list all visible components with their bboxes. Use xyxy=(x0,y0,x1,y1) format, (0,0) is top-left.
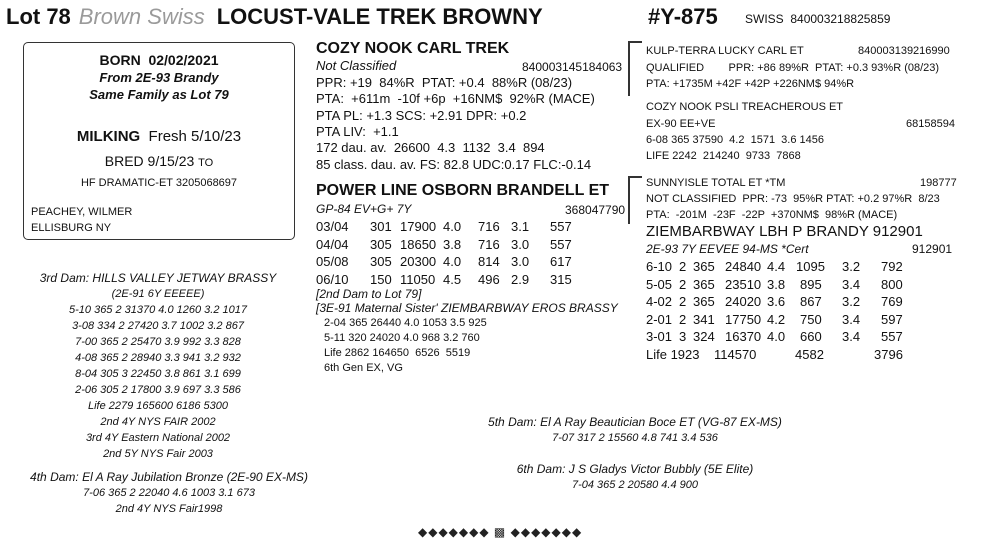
table-cell: 4-02 xyxy=(646,294,673,309)
table-row xyxy=(316,253,616,271)
dam-class: 2E-93 7Y EEVEE 94-MS *Cert xyxy=(646,242,809,256)
sire-dam-record: 6-08 365 37590 4.2 1571 3.6 1456 xyxy=(646,134,824,146)
bracket-line xyxy=(628,41,642,43)
catalog-header xyxy=(6,4,543,30)
bracket-line xyxy=(628,176,642,178)
third-dam-title: 3rd Dam: HILLS VALLEY JETWAY BRASSY xyxy=(39,271,277,285)
table-cell: 2 xyxy=(679,259,687,274)
dam-sire-line: PTA: -201M -23F -22P +370NM$ 98%R (MACE) xyxy=(646,209,898,221)
table-cell: 597 xyxy=(881,311,903,327)
table-cell: 660 xyxy=(800,329,822,344)
mgs-class: GP-84 EV+G+ 7Y xyxy=(316,202,412,216)
table-cell: 557 xyxy=(550,236,572,252)
third-dam-line: 2nd 4Y NYS FAIR 2002 xyxy=(100,416,216,428)
sixth-dam-title: 6th Dam: J S Gladys Victor Bubbly (5E Elite) xyxy=(516,462,754,476)
table-cell: 6-10 xyxy=(646,259,673,274)
table-cell: 2-01 xyxy=(646,311,673,327)
table-cell: 3 xyxy=(679,329,687,344)
milking-status xyxy=(23,128,295,146)
table-cell: 5-05 xyxy=(646,276,673,292)
sister-record: 6th Gen EX, VG xyxy=(324,362,403,374)
bracket-line xyxy=(628,41,630,96)
table-cell: 867 xyxy=(800,294,822,309)
dam-sire-line: NOT CLASSIFIED PPR: -73 95%R PTAT: +0.2 97%R 8/23 xyxy=(646,193,940,205)
third-dam-line: 8-04 305 3 22450 3.8 861 3.1 699 xyxy=(75,368,241,380)
table-cell: 3-01 xyxy=(646,329,673,344)
table-row xyxy=(646,293,946,311)
third-dam-line: 4-08 365 2 28940 3.3 941 3.2 932 xyxy=(75,352,241,364)
table-cell: 2 xyxy=(679,276,687,292)
table-cell: 11050 xyxy=(400,271,436,287)
born-date: BORN 02/02/2021 xyxy=(99,52,219,68)
table-cell: 2 xyxy=(679,311,687,327)
table-cell: 315 xyxy=(550,271,572,287)
table-row xyxy=(646,258,946,276)
table-cell: 4.0 xyxy=(767,329,786,344)
table-cell: 496 xyxy=(478,271,500,287)
mgs-reg: 368047790 xyxy=(565,203,626,217)
table-cell: Life 1923 xyxy=(646,346,700,362)
table-cell: 716 xyxy=(478,219,500,234)
table-cell: 800 xyxy=(881,276,903,292)
table-cell: 3.1 xyxy=(511,219,530,234)
animal-name: LOCUST-VALE TREK BROWNY xyxy=(216,4,543,29)
table-cell: 305 xyxy=(370,254,392,269)
table-cell: 3.4 xyxy=(842,329,861,344)
third-dam-line: 2-06 305 2 17800 3.9 697 3.3 586 xyxy=(75,384,241,396)
table-cell: 365 xyxy=(693,259,715,274)
table-row xyxy=(646,328,946,346)
registration-number: SWISS 840003218825859 xyxy=(745,12,891,26)
table-cell: 3.4 xyxy=(842,311,861,327)
sister-record: 2-04 365 26440 4.0 1053 3.5 925 xyxy=(324,317,487,329)
table-cell: 365 xyxy=(693,294,715,309)
table-cell: 4582 xyxy=(795,346,824,362)
fifth-dam-block xyxy=(480,414,790,446)
table-cell: 23510 xyxy=(725,276,762,292)
table-cell: 3.0 xyxy=(511,254,530,269)
table-cell: 769 xyxy=(881,294,903,309)
fourth-dam-line: 7-06 365 2 22040 4.6 1003 3.1 673 xyxy=(83,487,255,499)
table-cell: 895 xyxy=(800,276,822,292)
dam-reg: 912901 xyxy=(912,242,953,256)
animal-id: #Y-875 xyxy=(648,4,718,29)
mgs-note: [3E-91 Maternal Sister' ZIEMBARBWAY EROS BRASSY xyxy=(316,301,618,315)
mgs-name: POWER LINE OSBORN BRANDELL ET xyxy=(316,182,610,199)
table-cell: 750 xyxy=(800,311,822,327)
table-row xyxy=(646,276,946,294)
table-row xyxy=(316,218,616,236)
table-cell: 20300 xyxy=(400,254,437,269)
lot-number: Lot 78 xyxy=(6,4,71,29)
from-dam: From 2E-93 Brandy xyxy=(99,70,219,85)
table-cell: 150 xyxy=(370,271,392,287)
third-dam-line: Life 2279 165600 6186 5300 xyxy=(87,400,229,412)
table-cell: 557 xyxy=(550,219,572,234)
dam-sire-name: SUNNYISLE TOTAL ET *TM xyxy=(646,177,786,189)
table-cell: 04/04 xyxy=(316,236,349,252)
sire-stat-line: PTA: +611m -10f +6p +16NM$ 92%R (MACE) xyxy=(316,91,595,107)
table-cell: 05/08 xyxy=(316,254,349,269)
third-dam-line: 3rd 4Y Eastern National 2002 xyxy=(85,432,231,444)
sixth-dam-block xyxy=(480,461,790,493)
table-cell: 716 xyxy=(478,236,500,252)
sire-dam-reg: 68158594 xyxy=(906,118,955,130)
third-dam-line: 7-00 365 2 25470 3.9 992 3.3 828 xyxy=(75,336,241,348)
breed-label: Brown Swiss xyxy=(78,4,205,29)
sixth-dam-line: 7-04 365 2 20580 4.4 900 xyxy=(571,479,698,491)
sire-sire-reg: 840003139216990 xyxy=(858,45,950,57)
table-cell: 617 xyxy=(550,254,572,269)
sire-name: COZY NOOK CARL TREK xyxy=(316,40,510,57)
table-cell: 18650 xyxy=(400,236,437,252)
table-cell: 17900 xyxy=(400,219,437,234)
sire-reg: 840003145184063 xyxy=(522,60,623,74)
sire-sire-line: QUALIFIED PPR: +86 89%R PTAT: +0.3 93%R (08/23) xyxy=(646,62,940,74)
milking-label: MILKING xyxy=(76,128,141,145)
table-cell: 4.5 xyxy=(443,271,462,287)
sire-dam-life: LIFE 2242 214240 9733 7868 xyxy=(646,150,801,162)
sire-sire-line: PTA: +1735M +42F +42P +226NM$ 94%R xyxy=(646,78,855,90)
third-dam-line: 3-08 334 2 27420 3.7 1002 3.2 867 xyxy=(72,320,244,332)
table-cell: 17750 xyxy=(725,311,762,327)
table-cell: 4.4 xyxy=(767,259,786,274)
table-cell: 2.9 xyxy=(511,271,530,287)
sire-stat-line: PTA LIV: +1.1 xyxy=(316,123,399,139)
table-cell: 3.2 xyxy=(842,259,861,274)
consignor-name: PEACHEY, WILMER xyxy=(31,206,133,218)
dam-records-table xyxy=(646,258,946,363)
table-cell: 301 xyxy=(370,219,392,234)
sire-stat-line: PPR: +19 84%R PTAT: +0.4 88%R (08/23) xyxy=(316,75,573,90)
sire-sire-name: KULP-TERRA LUCKY CARL ET xyxy=(646,45,804,57)
bred-to-label: TO xyxy=(198,157,214,169)
table-cell: 3.6 xyxy=(767,294,786,309)
dam-name: ZIEMBARBWAY LBH P BRANDY 912901 xyxy=(646,223,923,240)
table-cell: 1095 xyxy=(796,259,825,274)
table-cell: 792 xyxy=(881,259,903,274)
consignor-location: ELLISBURG NY xyxy=(31,222,112,234)
table-row xyxy=(646,311,946,329)
table-cell: 341 xyxy=(693,311,715,327)
table-cell: 4.2 xyxy=(767,311,786,327)
table-cell: 3796 xyxy=(874,346,903,362)
bred-sire: HF DRAMATIC-ET 3205068697 xyxy=(80,177,238,189)
table-row xyxy=(646,346,946,364)
table-cell: 557 xyxy=(881,329,903,344)
dam-sire-reg: 198777 xyxy=(920,177,957,189)
table-cell: 365 xyxy=(693,276,715,292)
table-cell: 4.0 xyxy=(443,254,462,269)
table-cell: 814 xyxy=(478,254,500,269)
sire-dam-class: EX-90 EE+VE xyxy=(646,118,716,130)
sister-record: Life 2862 164650 6526 5519 xyxy=(324,347,471,359)
bred-label: BRED 9/15/23 xyxy=(104,153,195,169)
mgs-records-table xyxy=(316,218,616,288)
sire-stat-line: 85 class. dau. av. FS: 82.8 UDC:0.17 FLC:-0.14 xyxy=(316,156,592,172)
table-cell: 2 xyxy=(679,294,687,309)
table-cell: 4.0 xyxy=(443,219,462,234)
third-dam-class: (2E-91 6Y EEEEE) xyxy=(111,288,205,300)
table-cell: 324 xyxy=(693,329,715,344)
table-cell: 06/10 xyxy=(316,271,349,287)
sister-record: 5-11 320 24020 4.0 968 3.2 760 xyxy=(324,332,480,344)
table-cell: 305 xyxy=(370,236,392,252)
table-row xyxy=(316,236,616,254)
table-cell: 3.2 xyxy=(842,294,861,309)
bred-status xyxy=(23,153,295,172)
bracket-line xyxy=(628,176,630,224)
fourth-dam-title: 4th Dam: El A Ray Jubilation Bronze (2E-90 EX-MS) xyxy=(30,470,308,484)
footer-ornament: ◆◆◆◆◆◆◆ ▩ ◆◆◆◆◆◆◆ xyxy=(418,525,583,539)
milking-value: Fresh 5/10/23 xyxy=(148,128,242,145)
table-row xyxy=(316,271,616,289)
table-cell: 03/04 xyxy=(316,219,349,234)
family-note: Same Family as Lot 79 xyxy=(89,87,229,102)
table-cell: 24020 xyxy=(725,294,762,309)
table-cell: 16370 xyxy=(725,329,762,344)
sire-dam-name: COZY NOOK PSLI TREACHEROUS ET xyxy=(646,101,844,113)
third-dam-line: 5-10 365 2 31370 4.0 1260 3.2 1017 xyxy=(69,304,247,316)
table-cell: 3.4 xyxy=(842,276,861,292)
fourth-dam-block xyxy=(22,469,316,517)
table-cell: 3.0 xyxy=(511,236,530,252)
table-cell: 24840 xyxy=(725,259,762,274)
fifth-dam-title: 5th Dam: El A Ray Beautician Boce ET (VG-87 EX-MS) xyxy=(488,415,782,429)
sire-stat-line: 172 dau. av. 26600 4.3 1132 3.4 894 xyxy=(316,140,545,156)
third-dam-line: 2nd 5Y NYS Fair 2003 xyxy=(103,448,213,460)
third-dam-block xyxy=(22,270,294,462)
sire-class: Not Classified xyxy=(316,58,397,73)
fourth-dam-line: 2nd 4Y NYS Fair1998 xyxy=(115,503,223,515)
mgs-note: [2nd Dam to Lot 79] xyxy=(316,287,422,301)
sire-stat-line: PTA PL: +1.3 SCS: +2.91 DPR: +0.2 xyxy=(316,107,527,123)
fifth-dam-line: 7-07 317 2 15560 4.8 741 3.4 536 xyxy=(552,432,718,444)
table-cell: 3.8 xyxy=(443,236,462,252)
table-cell: 3.8 xyxy=(767,276,786,292)
table-cell: 114570 xyxy=(714,346,757,362)
